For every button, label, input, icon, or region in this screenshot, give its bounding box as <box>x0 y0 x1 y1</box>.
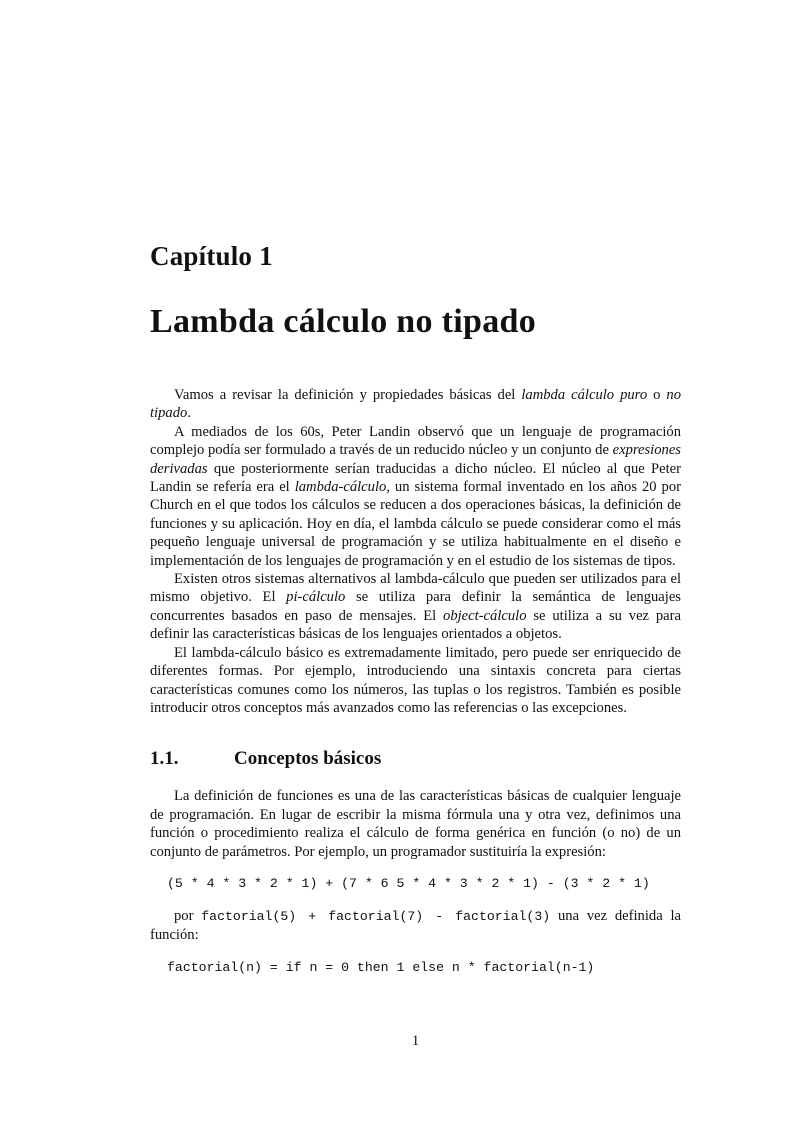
text-run: o <box>647 387 667 403</box>
text-run: A mediados de los 60s, Peter Landin observó que un lenguaje de programación complejo podía ser formulado a través de un reducido núcleo y un conjunto de <box>150 423 681 459</box>
paragraph-landin <box>150 423 681 570</box>
emphasis-expresiones-derivadas: expresiones derivadas <box>150 442 681 477</box>
chapter-body <box>150 386 681 991</box>
section-number: 1.1. <box>150 748 179 770</box>
emphasis-lambda-puro: lambda cálculo puro <box>521 387 648 403</box>
emphasis-pi-calculo: pi-cálculo <box>286 589 346 606</box>
chapter-title: Lambda cálculo no tipado <box>150 303 536 340</box>
text-run: Existen otros sistemas alternativos al lambda-cálculo que pueden ser utilizados para el mismo objetivo. El <box>150 571 681 606</box>
section-title: Conceptos básicos <box>234 748 382 770</box>
text-run: El lambda-cálculo básico es extremadamente limitado, pero puede ser enriquecido de diferentes formas. Por ejemplo, introduciendo una sintaxis concreta para ciertas características comunes como los números, las tuplas o los registros. También es posible introducir otros conceptos más avanzados como las referencias o las excepciones. <box>150 644 681 716</box>
text-run: por <box>174 907 202 924</box>
emphasis-no-tipado: no tipado <box>150 387 682 422</box>
paragraph-extensions <box>150 644 681 718</box>
text-run: . <box>187 405 191 422</box>
text-run: , un sistema formal inventado en los años 20 por Church en el que todos los cálculos se reducen a dos operaciones básicas, la definición de funciones y su aplicación. Hoy en día, el lambda cálculo se puede considerar como el más pequeño lenguaje universal de programación y se utiliza habitualmente en el diseño e implementación de los lenguajes de programación y en el estudio de los sistemas de tipos. <box>150 479 681 569</box>
text-run: se utiliza a su vez para definir las características básicas de los lenguajes orientados a objetos. <box>150 607 681 643</box>
page <box>150 0 681 1122</box>
page-number: 1 <box>411 1033 420 1049</box>
paragraph-alternatives <box>150 570 681 644</box>
text-run: se utiliza para definir la semántica de lenguajes concurrentes basados en paso de mensajes. El <box>150 589 681 624</box>
paragraph-factorial-intro <box>150 907 681 945</box>
inline-code-factorial: factorial(5) + factorial(7) - factorial(3) <box>201 908 551 924</box>
text-run: La definición de funciones es una de las características básicas de cualquier lenguaje de programación. En lugar de escribir la misma fórmula una y otra vez, definimos una función o procedimiento realiza el cálculo de forma genérica en función (o no) de un conjunto de parámetros. Por ejemplo, un programador sustituiría la expresión: <box>150 788 681 860</box>
paragraph-intro <box>150 386 681 423</box>
code-expression: (5 * 4 * 3 * 2 * 1) + (7 * 6 5 * 4 * 3 * 2 * 1) - (3 * 2 * 1) <box>167 875 650 891</box>
text-run: Vamos a revisar la definición y propiedades básicas del <box>174 387 522 403</box>
text-run: que posteriormente serían traducidas a dicho núcleo. El núcleo al que Peter Landin se refería era el <box>150 460 681 496</box>
emphasis-object-calculo: object-cálculo <box>443 607 527 624</box>
emphasis-lambda-calculo: lambda-cálculo <box>294 479 387 496</box>
paragraph-functions <box>150 787 681 861</box>
section-heading <box>150 747 681 771</box>
code-factorial-definition: factorial(n) = if n = 0 then 1 else n * factorial(n-1) <box>167 959 595 975</box>
chapter-label: Capítulo 1 <box>150 241 273 271</box>
text-run: una vez definida la función: <box>150 907 681 944</box>
